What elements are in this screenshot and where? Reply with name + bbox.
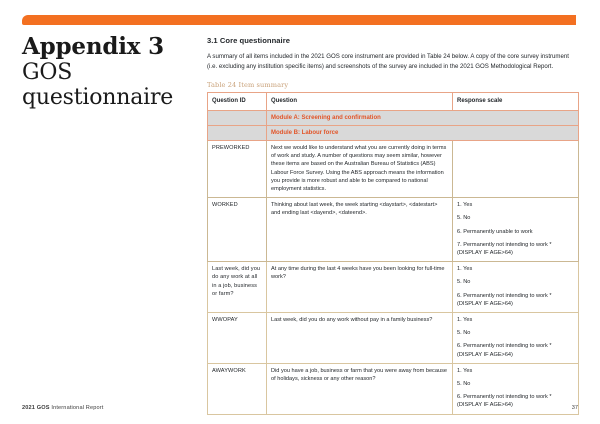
table-body	[208, 110, 579, 414]
column-header-question-id: Question ID	[208, 93, 267, 110]
table-row	[208, 198, 579, 262]
response-scale-list	[457, 265, 574, 308]
footer-page-number: 37	[571, 405, 578, 411]
footer-report-name: International Report	[51, 405, 104, 411]
cell-question-text: Thinking about last week, the week starting <daystart>, <datestart> and ending last <dayend>, <dateend>.	[267, 198, 453, 262]
section-intro-paragraph: A summary of all items included in the 2021 GOS core instrument are provided in Table 24 below. A copy of the core survey instrument (i.e. excluding any institution specific items) and screenshots of the survey are included in the 2021 GOS Methodological Report.	[207, 53, 569, 71]
module-row-spacer	[208, 110, 267, 125]
table-header-row	[208, 93, 579, 110]
table-module-row	[208, 110, 579, 125]
response-scale-list	[457, 201, 574, 257]
response-scale-option: 6. Permanently not intending to work *(DISPLAY IF AGE>64)	[457, 394, 552, 409]
cell-question-id: AWAYWORK	[208, 363, 267, 414]
cell-question-id: Last week, did you do any work at all in a job, business or farm?	[208, 262, 267, 313]
column-header-response-scale: Response scale	[453, 93, 579, 110]
footer-brand: 2021 GOS	[22, 405, 50, 411]
cell-question-text: Last week, did you do any work without pay in a family business?	[267, 313, 453, 364]
module-row-label: Module A: Screening and confirmation	[267, 110, 579, 125]
response-scale-option: 6. Permanently not intending to work *(DISPLAY IF AGE>64)	[457, 343, 552, 358]
page-title: Appendix 3	[22, 33, 164, 60]
table-row	[208, 141, 579, 198]
page-subtitle-line2: questionnaire	[22, 85, 174, 110]
column-header-question: Question	[267, 93, 453, 110]
cell-question-id: PREWORKED	[208, 141, 267, 198]
response-scale-option: 6. Permanently not intending to work *(DISPLAY IF AGE>64)	[457, 292, 552, 307]
response-scale-option: 5. No	[457, 215, 471, 222]
orange-rule	[22, 15, 576, 25]
table-row	[208, 262, 579, 313]
response-scale-option: 7. Permanently not intending to work *(DISPLAY IF AGE>64)	[457, 241, 552, 257]
page-subtitle-line1: GOS	[22, 60, 73, 85]
cell-response-scale	[453, 262, 579, 313]
section-heading: 3.1 Core questionnaire	[207, 36, 290, 45]
table-module-row	[208, 125, 579, 140]
cell-question-text: At any time during the last 4 weeks have you been looking for full-time work?	[267, 262, 453, 313]
cell-question-id: WWOPAY	[208, 313, 267, 364]
module-row-label: Module B: Labour force	[267, 125, 579, 140]
cell-response-scale	[453, 313, 579, 364]
response-scale-option: 1. Yes	[457, 202, 473, 209]
response-scale-list	[457, 316, 574, 359]
response-scale-option: 5. No	[457, 330, 471, 337]
cell-question-id: WORKED	[208, 198, 267, 262]
appendix-title-block	[22, 34, 197, 110]
response-scale-option: 1. Yes	[457, 367, 473, 374]
cell-response-scale	[453, 141, 579, 198]
response-scale-option: 5. No	[457, 381, 471, 388]
response-scale-option: 5. No	[457, 279, 471, 286]
item-summary-table	[207, 92, 579, 414]
footer-report-label	[22, 405, 104, 411]
table-caption: Table 24 Item summary	[207, 81, 289, 90]
table-row	[208, 313, 579, 364]
response-scale-option: 6. Permanently unable to work	[457, 228, 533, 235]
table-row	[208, 363, 579, 414]
module-row-spacer	[208, 125, 267, 140]
response-scale-option: 1. Yes	[457, 266, 473, 273]
response-scale-option: 1. Yes	[457, 317, 473, 324]
response-scale-list	[457, 367, 574, 410]
cell-response-scale	[453, 363, 579, 414]
cell-response-scale	[453, 198, 579, 262]
content-column	[207, 36, 578, 415]
cell-question-text: Did you have a job, business or farm that you were away from because of holidays, sickness or any other reason?	[267, 363, 453, 414]
table-header	[208, 93, 579, 110]
cell-question-text: Next we would like to understand what you are currently doing in terms of work and study. A number of questions may seem similar, however these items are based on the Australian Bureau of Statistics (ABS) Labour Force Survey. Using the ABS approach means the information you provide is more robust and able to be compared to national employment statistics.	[267, 141, 453, 198]
